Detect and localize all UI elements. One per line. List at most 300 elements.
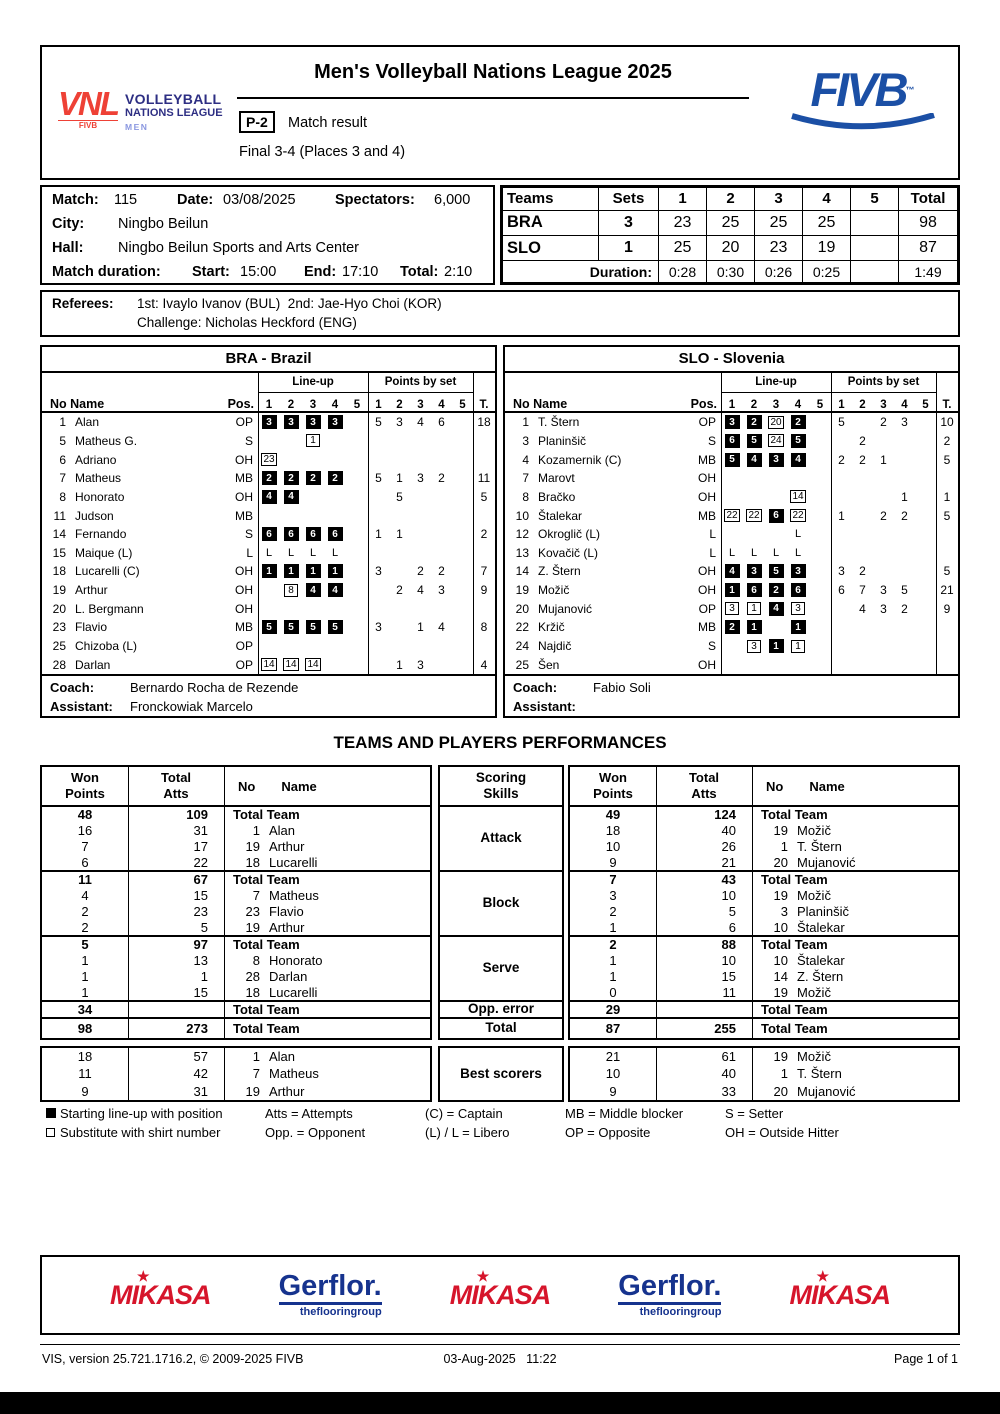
vnl-fivb-text: FIVB [58, 120, 118, 130]
points-in-set: 2 [396, 583, 403, 598]
city-label: City: [52, 216, 85, 232]
total-duration: 1:49 [899, 261, 958, 283]
total-attempts-value: 61 [721, 1049, 736, 1065]
roster-player-row [505, 543, 958, 562]
starting-position-square: 5 [747, 434, 762, 448]
legend-item [425, 1106, 565, 1121]
start-time: 15:00 [240, 264, 277, 280]
lineup-set-header: 5 [353, 399, 361, 411]
player-total-points: 2 [943, 433, 951, 448]
gerflor-subtext: theflooringroup [639, 1306, 722, 1318]
performance-row [42, 1065, 430, 1082]
starting-position-square: 5 [791, 434, 806, 448]
lineup-cell [765, 583, 787, 597]
player-number: 20 [52, 601, 66, 616]
player-cell [224, 1002, 430, 1017]
total-attempts-value: 5 [200, 919, 208, 935]
skill-group [570, 1002, 958, 1019]
substitute-shirt-box: 3 [725, 602, 739, 615]
lineup-set-header: 4 [331, 399, 339, 411]
lineup-cell [787, 602, 809, 615]
total-points: 98 [899, 210, 958, 235]
player-position: OH [698, 489, 716, 504]
total-attempts-value: 10 [721, 953, 736, 969]
points-in-set: 2 [859, 564, 866, 579]
lineup-cell [787, 490, 809, 503]
player-number: 18 [52, 564, 66, 579]
substitute-shirt-box: 22 [748, 510, 760, 522]
filled-square-icon [46, 1108, 56, 1118]
player-total-points: 8 [480, 620, 488, 635]
player-name: Lucarelli (C) [75, 564, 140, 579]
roster-player-row [42, 413, 495, 432]
scoring-skills-column [438, 765, 564, 1040]
coach-name: Fabio Soli [593, 680, 651, 695]
points-in-set: 3 [417, 471, 424, 486]
lineup-set-header: 3 [309, 399, 317, 411]
won-points-value: 16 [77, 823, 93, 839]
pos-header: Pos. [690, 397, 717, 411]
lineup-cell [743, 564, 765, 578]
player-number: 19 [773, 1049, 788, 1065]
total-attempts-value: 13 [193, 953, 208, 969]
title-underline [237, 97, 749, 99]
team-total-label: Total Team [761, 937, 828, 953]
roster-player-row [42, 450, 495, 469]
player-name: Arthur [269, 838, 305, 854]
lineup-cell [765, 602, 787, 616]
lineup-cell [765, 564, 787, 578]
player-number: 7 [59, 471, 66, 486]
lineup-cell [280, 547, 302, 559]
player-position: L [709, 545, 716, 560]
score-header-cell: 4 [803, 188, 851, 211]
lineup-cell [302, 658, 324, 671]
team-total-label: Total Team [233, 1021, 300, 1036]
total-attempts-value: 22 [193, 854, 208, 870]
set-score: 23 [755, 236, 803, 261]
starting-position-square: 6 [791, 583, 806, 597]
total-attempts-value: 43 [721, 872, 736, 888]
no-header: No [238, 778, 256, 794]
lineup-cell [280, 584, 302, 597]
won-points-value: 11 [78, 872, 92, 888]
player-position: OP [235, 639, 253, 653]
player-cell [224, 1066, 430, 1081]
performance-row [42, 1002, 430, 1017]
player-position: MB [698, 508, 716, 523]
lineup-cell [280, 490, 302, 504]
score-header-cell: 1 [659, 188, 707, 211]
set-score: 25 [659, 236, 707, 261]
player-position: OH [235, 583, 253, 598]
column-divider [656, 1048, 657, 1100]
player-name: Kovačič (L) [538, 545, 599, 560]
player-number: 19 [773, 823, 788, 839]
player-total-points: 9 [943, 601, 951, 616]
team-total-label: Total Team [233, 1002, 300, 1017]
player-number: 3 [522, 433, 529, 448]
points-in-set: 3 [375, 564, 382, 579]
lineup-cell [787, 620, 809, 634]
assistant-line [42, 697, 495, 716]
spectators-label: Spectators: [335, 192, 415, 208]
score-row [503, 236, 958, 261]
starting-position-square: 4 [725, 564, 740, 578]
set-score [851, 236, 899, 261]
player-position: MB [235, 620, 253, 635]
team-total-label: Total Team [761, 807, 828, 823]
points-set-header: 1 [375, 399, 382, 411]
roster-player-row [505, 581, 958, 600]
starting-position-square: 3 [725, 415, 740, 429]
lineup-cell [743, 620, 765, 634]
lineup-cell [280, 564, 302, 578]
player-total-points: 9 [480, 583, 488, 598]
won-points-value: 29 [605, 1002, 621, 1017]
lineup-cell [743, 640, 765, 653]
player-name: Arthur [75, 583, 108, 598]
player-number: 25 [52, 639, 66, 653]
set-duration: 0:25 [803, 261, 851, 283]
substitute-shirt-box: 22 [792, 510, 804, 522]
points-in-set: 2 [880, 415, 887, 430]
skill-group [570, 807, 958, 872]
performance-row [42, 919, 430, 935]
libero-mark: L [309, 546, 317, 559]
lineup-cell [302, 564, 324, 578]
performances-heading: TEAMS AND PLAYERS PERFORMANCES [333, 733, 667, 752]
starting-position-square: 1 [747, 620, 762, 634]
player-cell [224, 1084, 430, 1099]
points-in-set: 4 [438, 620, 445, 635]
mikasa-logo [449, 1267, 551, 1311]
points-in-set: 1 [396, 657, 403, 672]
starting-position-square: 4 [284, 490, 299, 504]
player-total-points: 5 [943, 452, 951, 467]
lineup-set-header: 4 [794, 399, 802, 411]
points-in-set: 3 [901, 415, 908, 430]
starting-position-square: 3 [262, 415, 277, 429]
starting-position-square: 3 [769, 453, 784, 467]
player-number: 13 [515, 545, 529, 560]
player-number: 15 [52, 545, 66, 560]
points-in-set: 4 [417, 415, 424, 430]
player-total-points: 5 [943, 508, 951, 523]
player-cell [752, 985, 958, 1000]
starting-position-square: 4 [306, 583, 321, 597]
player-name: Planinšič [538, 433, 587, 448]
player-number: 14 [52, 527, 66, 542]
player-cell [752, 888, 958, 903]
player-total-points: 1 [943, 489, 951, 504]
player-name: Mujanović [797, 1083, 856, 1099]
roster-player-row [42, 543, 495, 562]
player-cell [224, 937, 430, 952]
mikasa-text: MIKASA [789, 1279, 890, 1310]
skill-label: Attack [440, 807, 562, 872]
player-number: 19 [245, 919, 260, 935]
no-name-header [752, 779, 958, 794]
performance-header [570, 767, 958, 807]
total-attempts-value: 31 [193, 823, 208, 839]
points-in-set: 3 [438, 583, 445, 598]
total-attempts-value: 88 [721, 937, 736, 953]
lineup-cell [324, 415, 346, 429]
total-attempts-value: 124 [714, 807, 736, 823]
player-total-points: 10 [940, 415, 954, 430]
lineup-cell [280, 527, 302, 541]
player-position: MB [698, 620, 716, 635]
footer-timestamp: 03-Aug-2025 11:22 [443, 1352, 557, 1366]
player-position: OP [235, 657, 253, 672]
assistant-line [505, 697, 958, 716]
won-points-header [42, 770, 128, 801]
total-attempts-value: 67 [193, 872, 208, 888]
won-points-value: 3 [609, 888, 617, 904]
player-cell [752, 920, 958, 935]
legend-item [265, 1106, 425, 1121]
team-code: BRA [503, 210, 599, 235]
legend [46, 1104, 956, 1142]
starting-position-square: 3 [306, 415, 321, 429]
points-in-set: 4 [859, 601, 866, 616]
header-line: Skills [483, 786, 519, 801]
lineup-cell [787, 640, 809, 653]
lineup-cell [765, 509, 787, 523]
lineup-cell [324, 547, 346, 559]
footer-version: VIS, version 25.721.1716.2, © 2009-2025 FIVB [42, 1352, 304, 1366]
no-name-header: No Name [513, 397, 568, 411]
lineup-cell [280, 415, 302, 429]
won-points-value: 11 [78, 1066, 92, 1082]
substitute-shirt-box: 3 [747, 640, 761, 653]
roster-players [42, 413, 495, 674]
lineup-cell [765, 416, 787, 429]
legend-text: Opp. = Opponent [265, 1125, 366, 1140]
lineup-group-header: Line-up [258, 373, 368, 393]
player-position: OH [698, 657, 716, 672]
mikasa-text: MIKASA [449, 1279, 551, 1310]
player-position: OH [698, 564, 716, 579]
form-label: Match result [288, 115, 367, 131]
lineup-cell [721, 415, 743, 429]
lineup-cell [743, 453, 765, 467]
player-position: MB [698, 452, 716, 467]
mikasa-text: MIKASA [110, 1279, 211, 1310]
performance-row [570, 823, 958, 839]
fivb-text: FIVB [810, 63, 906, 116]
player-position: S [244, 433, 253, 448]
starting-position-square: 5 [262, 620, 277, 634]
player-position: OH [698, 583, 716, 598]
lineup-cell [787, 528, 809, 540]
column-divider [258, 373, 259, 674]
date-label: Date: [177, 192, 214, 208]
coach-line [42, 678, 495, 697]
won-points-value: 2 [81, 919, 89, 935]
player-name: Arthur [269, 919, 305, 935]
performance-row [570, 807, 958, 823]
roster-player-row [505, 655, 958, 674]
performance-row [570, 1002, 958, 1017]
roster-player-row [505, 450, 958, 469]
won-points-value: 18 [77, 1049, 93, 1065]
lineup-set-header: 1 [265, 399, 273, 411]
skill-group [42, 872, 430, 937]
player-name: Štalekar [797, 953, 845, 969]
player-number: 20 [515, 601, 529, 616]
starting-position-square: 1 [769, 639, 784, 653]
assistant-label: Assistant: [50, 699, 113, 714]
lineup-cell [721, 583, 743, 597]
lineup-cell [302, 583, 324, 597]
player-cell [752, 823, 958, 838]
roster-header-cols [42, 393, 495, 411]
won-points-value: 1 [81, 953, 89, 969]
won-points-value: 7 [81, 838, 89, 854]
form-code-badge: P-2 [239, 111, 275, 133]
mikasa-star-icon: ★ [137, 1267, 150, 1284]
starting-position-square: 6 [725, 434, 740, 448]
player-number: 19 [773, 984, 788, 1000]
scoring-skills-lines [476, 770, 526, 802]
set-score [851, 210, 899, 235]
player-cell [224, 985, 430, 1000]
scoring-skills-header [440, 767, 562, 807]
performance-row [570, 937, 958, 953]
performance-table-bra [40, 765, 432, 1040]
player-name: Mujanović [797, 854, 856, 870]
skill-group [570, 937, 958, 1002]
skill-label: Total [485, 1020, 517, 1036]
set-duration: 0:28 [659, 261, 707, 283]
player-number: 12 [515, 527, 529, 542]
player-number: 18 [245, 854, 260, 870]
player-number: 23 [52, 620, 66, 635]
skill-group [42, 937, 430, 1002]
lineup-cell [743, 509, 765, 522]
player-name: Honorato [75, 489, 125, 504]
player-name: T. Štern [538, 415, 580, 430]
player-number: 4 [522, 452, 529, 467]
team-total-label: Total Team [233, 807, 300, 823]
total-atts-header [128, 770, 224, 801]
column-divider [936, 373, 937, 674]
won-points-value: 2 [609, 903, 617, 919]
starting-position-square: 6 [262, 527, 277, 541]
lineup-cell [324, 583, 346, 597]
performance-row [570, 888, 958, 904]
lineup-cell [258, 547, 280, 559]
score-header-cell: 5 [851, 188, 899, 211]
duration-row [503, 261, 958, 283]
column-divider [224, 1048, 225, 1100]
lineup-cell [302, 471, 324, 485]
player-cell [752, 839, 958, 854]
points-in-set: 2 [901, 601, 908, 616]
vnl-logo [58, 85, 223, 132]
starting-position-square: 1 [328, 564, 343, 578]
roster-player-row [42, 432, 495, 451]
total-attempts-value: 40 [721, 823, 736, 839]
gerflor-text: Gerflor. [618, 1272, 721, 1305]
legend-item [265, 1125, 425, 1140]
total-atts-header [656, 770, 752, 801]
player-number: 1 [780, 1066, 788, 1082]
roster-player-row [42, 599, 495, 618]
points-in-set: 5 [375, 471, 382, 486]
player-cell [224, 1049, 430, 1064]
roster-header-groups [42, 373, 495, 393]
player-number: 7 [252, 888, 260, 904]
starting-position-square: 1 [284, 564, 299, 578]
player-cell [752, 1084, 958, 1099]
starting-position-square: 1 [262, 564, 277, 578]
player-number: 18 [245, 984, 260, 1000]
player-name: Adriano [75, 452, 117, 467]
player-name: Alan [269, 823, 296, 839]
player-name: Z. Štern [797, 968, 844, 984]
total-attempts-value: 26 [721, 838, 736, 854]
legend-item [725, 1106, 783, 1121]
starting-position-square: 2 [328, 471, 343, 485]
won-points-value: 1 [609, 919, 617, 935]
legend-text: Atts = Attempts [265, 1106, 353, 1121]
points-in-set: 3 [838, 564, 845, 579]
vnl-wordmark-line1: VOLLEYBALL [125, 91, 222, 107]
substitute-shirt-box: 3 [791, 602, 805, 615]
score-header-cell: Total [899, 188, 958, 211]
lineup-cell [787, 453, 809, 467]
player-name: Honorato [269, 953, 323, 969]
player-name: Chizoba (L) [75, 639, 138, 653]
player-name: Arthur [269, 1083, 305, 1099]
points-in-set: 1 [880, 452, 887, 467]
player-name: Planinšič [797, 903, 850, 919]
points-set-header: 4 [438, 399, 445, 411]
match-number: 115 [114, 192, 138, 208]
starting-position-square: 3 [328, 415, 343, 429]
column-divider [128, 767, 129, 1038]
lineup-cell [302, 547, 324, 559]
won-points-value: 34 [77, 1002, 93, 1017]
starting-position-square: 6 [747, 583, 762, 597]
lineup-cell [787, 509, 809, 522]
player-position: L [709, 527, 716, 542]
roster-player-row [505, 525, 958, 544]
performance-row [570, 1048, 958, 1065]
points-in-set: 5 [396, 489, 403, 504]
points-in-set: 2 [880, 508, 887, 523]
player-cell [752, 904, 958, 919]
player-name: Alan [75, 415, 100, 430]
gerflor-logo [279, 1272, 382, 1318]
performance-row [570, 1019, 958, 1038]
player-number: 1 [780, 838, 788, 854]
player-number: 11 [53, 508, 66, 523]
player-cell [224, 839, 430, 854]
starting-position-square: 4 [328, 583, 343, 597]
won-points-value: 18 [605, 823, 621, 839]
points-set-header: 1 [838, 399, 845, 411]
player-total-points: 5 [943, 564, 951, 579]
legend-row [46, 1123, 956, 1142]
won-points-value: 1 [81, 968, 89, 984]
end-label: End: [304, 264, 337, 280]
starting-position-square: 4 [769, 602, 784, 616]
lineup-group-header: Line-up [721, 373, 831, 393]
